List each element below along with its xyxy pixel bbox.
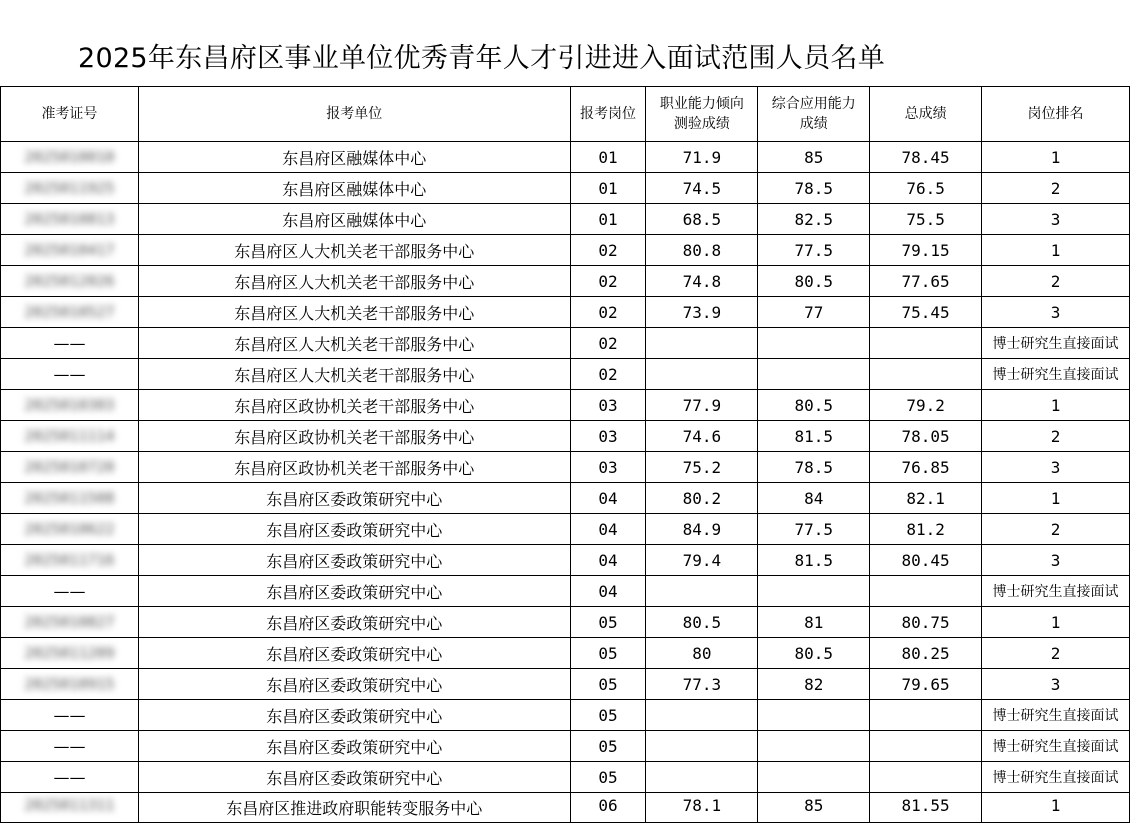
redacted-exam-id: 2025010720 <box>24 458 115 476</box>
table-row <box>1 638 1130 669</box>
cell-total: 79.15 <box>870 235 982 266</box>
cell-rank: 2 <box>982 638 1130 669</box>
cell-aptitude: 80.2 <box>646 483 758 514</box>
cell-total: 76.5 <box>870 173 982 204</box>
table-header-row <box>1 87 1130 142</box>
cell-exam-id <box>1 204 139 235</box>
cell-unit: 东昌府区人大机关老干部服务中心 <box>138 297 570 328</box>
cell-comprehensive: 85 <box>758 142 870 173</box>
table-row <box>1 266 1130 297</box>
cell-post: 03 <box>570 421 646 452</box>
cell-comprehensive: 77.5 <box>758 514 870 545</box>
cell-rank: 3 <box>982 669 1130 700</box>
cell-aptitude <box>646 576 758 607</box>
cell-aptitude: 78.1 <box>646 793 758 823</box>
header-rank: 岗位排名 <box>982 87 1130 142</box>
cell-aptitude: 77.9 <box>646 390 758 421</box>
table-row <box>1 173 1130 204</box>
cell-exam-id <box>1 390 139 421</box>
cell-post: 01 <box>570 204 646 235</box>
cell-aptitude <box>646 359 758 390</box>
cell-exam-id: —— <box>1 576 139 607</box>
cell-rank: 1 <box>982 235 1130 266</box>
redacted-exam-id: 2025010827 <box>24 613 115 631</box>
cell-rank: 3 <box>982 297 1130 328</box>
cell-unit: 东昌府区委政策研究中心 <box>138 669 570 700</box>
cell-aptitude <box>646 731 758 762</box>
cell-exam-id <box>1 297 139 328</box>
cell-exam-id <box>1 421 139 452</box>
cell-aptitude: 71.9 <box>646 142 758 173</box>
cell-total <box>870 762 982 793</box>
cell-exam-id <box>1 638 139 669</box>
cell-rank: 1 <box>982 390 1130 421</box>
redacted-exam-id: 2025010417 <box>24 241 115 259</box>
cell-post: 05 <box>570 669 646 700</box>
table-row <box>1 545 1130 576</box>
cell-total: 79.65 <box>870 669 982 700</box>
cell-unit: 东昌府区委政策研究中心 <box>138 514 570 545</box>
cell-aptitude: 80 <box>646 638 758 669</box>
cell-unit: 东昌府区委政策研究中心 <box>138 731 570 762</box>
cell-rank: 博士研究生直接面试 <box>982 576 1130 607</box>
cell-comprehensive: 80.5 <box>758 390 870 421</box>
cell-post: 03 <box>570 390 646 421</box>
redacted-exam-id: 2025010303 <box>24 396 115 414</box>
header-aptitude-label: 职业能力倾向测验成绩 <box>659 96 744 132</box>
cell-aptitude <box>646 328 758 359</box>
cell-comprehensive: 81.5 <box>758 421 870 452</box>
table-row <box>1 700 1130 731</box>
table-row <box>1 142 1130 173</box>
table-row <box>1 731 1130 762</box>
cell-unit: 东昌府区政协机关老干部服务中心 <box>138 421 570 452</box>
table-row <box>1 328 1130 359</box>
cell-exam-id: —— <box>1 700 139 731</box>
cell-total <box>870 731 982 762</box>
cell-total: 75.5 <box>870 204 982 235</box>
cell-exam-id <box>1 669 139 700</box>
cell-total: 82.1 <box>870 483 982 514</box>
cell-post: 05 <box>570 607 646 638</box>
cell-comprehensive <box>758 700 870 731</box>
cell-unit: 东昌府区融媒体中心 <box>138 173 570 204</box>
cell-post: 02 <box>570 359 646 390</box>
cell-unit: 东昌府区推进政府职能转变服务中心 <box>138 793 570 823</box>
cell-unit: 东昌府区融媒体中心 <box>138 204 570 235</box>
cell-comprehensive <box>758 762 870 793</box>
cell-post: 02 <box>570 235 646 266</box>
header-comprehensive-label: 综合应用能力成绩 <box>771 96 856 132</box>
cell-total <box>870 700 982 731</box>
cell-exam-id: —— <box>1 731 139 762</box>
cell-comprehensive: 82 <box>758 669 870 700</box>
cell-comprehensive: 77 <box>758 297 870 328</box>
cell-post: 01 <box>570 142 646 173</box>
header-exam-id: 准考证号 <box>1 87 139 142</box>
cell-aptitude: 73.9 <box>646 297 758 328</box>
cell-rank: 2 <box>982 173 1130 204</box>
cell-comprehensive <box>758 359 870 390</box>
cell-exam-id <box>1 607 139 638</box>
cell-unit: 东昌府区人大机关老干部服务中心 <box>138 235 570 266</box>
cell-exam-id: —— <box>1 762 139 793</box>
cell-aptitude: 84.9 <box>646 514 758 545</box>
cell-post: 02 <box>570 266 646 297</box>
cell-total: 80.45 <box>870 545 982 576</box>
cell-rank: 1 <box>982 607 1130 638</box>
table-row <box>1 607 1130 638</box>
cell-comprehensive: 81.5 <box>758 545 870 576</box>
table-row <box>1 421 1130 452</box>
cell-comprehensive: 77.5 <box>758 235 870 266</box>
redacted-exam-id: 2025011209 <box>24 644 115 662</box>
table-row <box>1 576 1130 607</box>
redacted-exam-id: 2025010010 <box>24 148 115 166</box>
cell-aptitude: 74.6 <box>646 421 758 452</box>
cell-post: 04 <box>570 483 646 514</box>
table-row <box>1 669 1130 700</box>
redacted-exam-id: 2025011114 <box>24 427 115 445</box>
cell-unit: 东昌府区委政策研究中心 <box>138 638 570 669</box>
cell-unit: 东昌府区委政策研究中心 <box>138 607 570 638</box>
cell-unit: 东昌府区委政策研究中心 <box>138 576 570 607</box>
cell-total <box>870 359 982 390</box>
cell-total: 76.85 <box>870 452 982 483</box>
cell-rank: 博士研究生直接面试 <box>982 359 1130 390</box>
cell-post: 06 <box>570 793 646 823</box>
cell-total: 80.75 <box>870 607 982 638</box>
cell-aptitude <box>646 762 758 793</box>
cell-aptitude: 80.5 <box>646 607 758 638</box>
cell-total: 80.25 <box>870 638 982 669</box>
cell-aptitude: 68.5 <box>646 204 758 235</box>
table-row <box>1 514 1130 545</box>
cell-comprehensive <box>758 576 870 607</box>
cell-rank: 博士研究生直接面试 <box>982 700 1130 731</box>
cell-post: 05 <box>570 762 646 793</box>
cell-rank: 2 <box>982 266 1130 297</box>
table-row <box>1 204 1130 235</box>
cell-unit: 东昌府区人大机关老干部服务中心 <box>138 359 570 390</box>
cell-post: 02 <box>570 328 646 359</box>
cell-rank: 3 <box>982 545 1130 576</box>
header-comprehensive <box>758 87 870 142</box>
header-unit: 报考单位 <box>138 87 570 142</box>
cell-rank: 博士研究生直接面试 <box>982 762 1130 793</box>
cell-exam-id <box>1 452 139 483</box>
cell-unit: 东昌府区融媒体中心 <box>138 142 570 173</box>
table-body <box>1 142 1130 823</box>
cell-rank: 2 <box>982 514 1130 545</box>
cell-exam-id: —— <box>1 359 139 390</box>
cell-total: 75.45 <box>870 297 982 328</box>
table-row <box>1 235 1130 266</box>
cell-aptitude <box>646 700 758 731</box>
cell-unit: 东昌府区政协机关老干部服务中心 <box>138 452 570 483</box>
table-row <box>1 359 1130 390</box>
cell-total: 78.05 <box>870 421 982 452</box>
cell-unit: 东昌府区委政策研究中心 <box>138 483 570 514</box>
cell-unit: 东昌府区委政策研究中心 <box>138 545 570 576</box>
cell-post: 03 <box>570 452 646 483</box>
cell-total: 77.65 <box>870 266 982 297</box>
cell-aptitude: 80.8 <box>646 235 758 266</box>
cell-post: 04 <box>570 545 646 576</box>
page-title: 2025年东昌府区事业单位优秀青年人才引进进入面试范围人员名单 <box>78 43 886 74</box>
cell-post: 02 <box>570 297 646 328</box>
header-aptitude <box>646 87 758 142</box>
cell-unit: 东昌府区政协机关老干部服务中心 <box>138 390 570 421</box>
cell-aptitude: 75.2 <box>646 452 758 483</box>
redacted-exam-id: 2025010527 <box>24 303 115 321</box>
table-row <box>1 452 1130 483</box>
cell-exam-id <box>1 545 139 576</box>
cell-post: 05 <box>570 731 646 762</box>
cell-rank: 3 <box>982 204 1130 235</box>
cell-total <box>870 576 982 607</box>
cell-unit: 东昌府区委政策研究中心 <box>138 762 570 793</box>
cell-comprehensive <box>758 731 870 762</box>
cell-unit: 东昌府区人大机关老干部服务中心 <box>138 328 570 359</box>
table-row <box>1 762 1130 793</box>
cell-unit: 东昌府区人大机关老干部服务中心 <box>138 266 570 297</box>
cell-exam-id <box>1 793 139 823</box>
table-row <box>1 297 1130 328</box>
cell-total: 78.45 <box>870 142 982 173</box>
redacted-exam-id: 2025011925 <box>24 179 115 197</box>
header-post: 报考岗位 <box>570 87 646 142</box>
cell-comprehensive: 78.5 <box>758 452 870 483</box>
cell-exam-id <box>1 514 139 545</box>
cell-post: 01 <box>570 173 646 204</box>
cell-post: 05 <box>570 638 646 669</box>
cell-rank: 2 <box>982 421 1130 452</box>
cell-comprehensive: 78.5 <box>758 173 870 204</box>
cell-rank: 1 <box>982 142 1130 173</box>
redacted-exam-id: 2025011311 <box>24 796 115 814</box>
cell-comprehensive: 82.5 <box>758 204 870 235</box>
cell-rank: 1 <box>982 793 1130 823</box>
cell-exam-id <box>1 142 139 173</box>
cell-exam-id <box>1 235 139 266</box>
cell-comprehensive: 85 <box>758 793 870 823</box>
cell-total: 79.2 <box>870 390 982 421</box>
cell-post: 05 <box>570 700 646 731</box>
cell-exam-id <box>1 483 139 514</box>
cell-unit: 东昌府区委政策研究中心 <box>138 700 570 731</box>
cell-total: 81.55 <box>870 793 982 823</box>
cell-aptitude: 79.4 <box>646 545 758 576</box>
cell-comprehensive: 80.5 <box>758 638 870 669</box>
table-row <box>1 793 1130 823</box>
cell-comprehensive: 81 <box>758 607 870 638</box>
cell-aptitude: 74.8 <box>646 266 758 297</box>
candidate-table <box>0 86 1130 823</box>
header-total: 总成绩 <box>870 87 982 142</box>
cell-aptitude: 74.5 <box>646 173 758 204</box>
cell-exam-id: —— <box>1 328 139 359</box>
cell-aptitude: 77.3 <box>646 669 758 700</box>
cell-comprehensive <box>758 328 870 359</box>
table-row <box>1 483 1130 514</box>
redacted-exam-id: 2025010813 <box>24 210 115 228</box>
cell-total: 81.2 <box>870 514 982 545</box>
redacted-exam-id: 2025011716 <box>24 551 115 569</box>
cell-post: 04 <box>570 576 646 607</box>
cell-total <box>870 328 982 359</box>
redacted-exam-id: 2025011508 <box>24 489 115 507</box>
cell-post: 04 <box>570 514 646 545</box>
cell-rank: 博士研究生直接面试 <box>982 731 1130 762</box>
redacted-exam-id: 2025012026 <box>24 272 115 290</box>
cell-rank: 1 <box>982 483 1130 514</box>
cell-rank: 3 <box>982 452 1130 483</box>
cell-exam-id <box>1 266 139 297</box>
cell-exam-id <box>1 173 139 204</box>
redacted-exam-id: 2025010622 <box>24 520 115 538</box>
redacted-exam-id: 2025010915 <box>24 675 115 693</box>
cell-comprehensive: 84 <box>758 483 870 514</box>
table-row <box>1 390 1130 421</box>
cell-comprehensive: 80.5 <box>758 266 870 297</box>
cell-rank: 博士研究生直接面试 <box>982 328 1130 359</box>
